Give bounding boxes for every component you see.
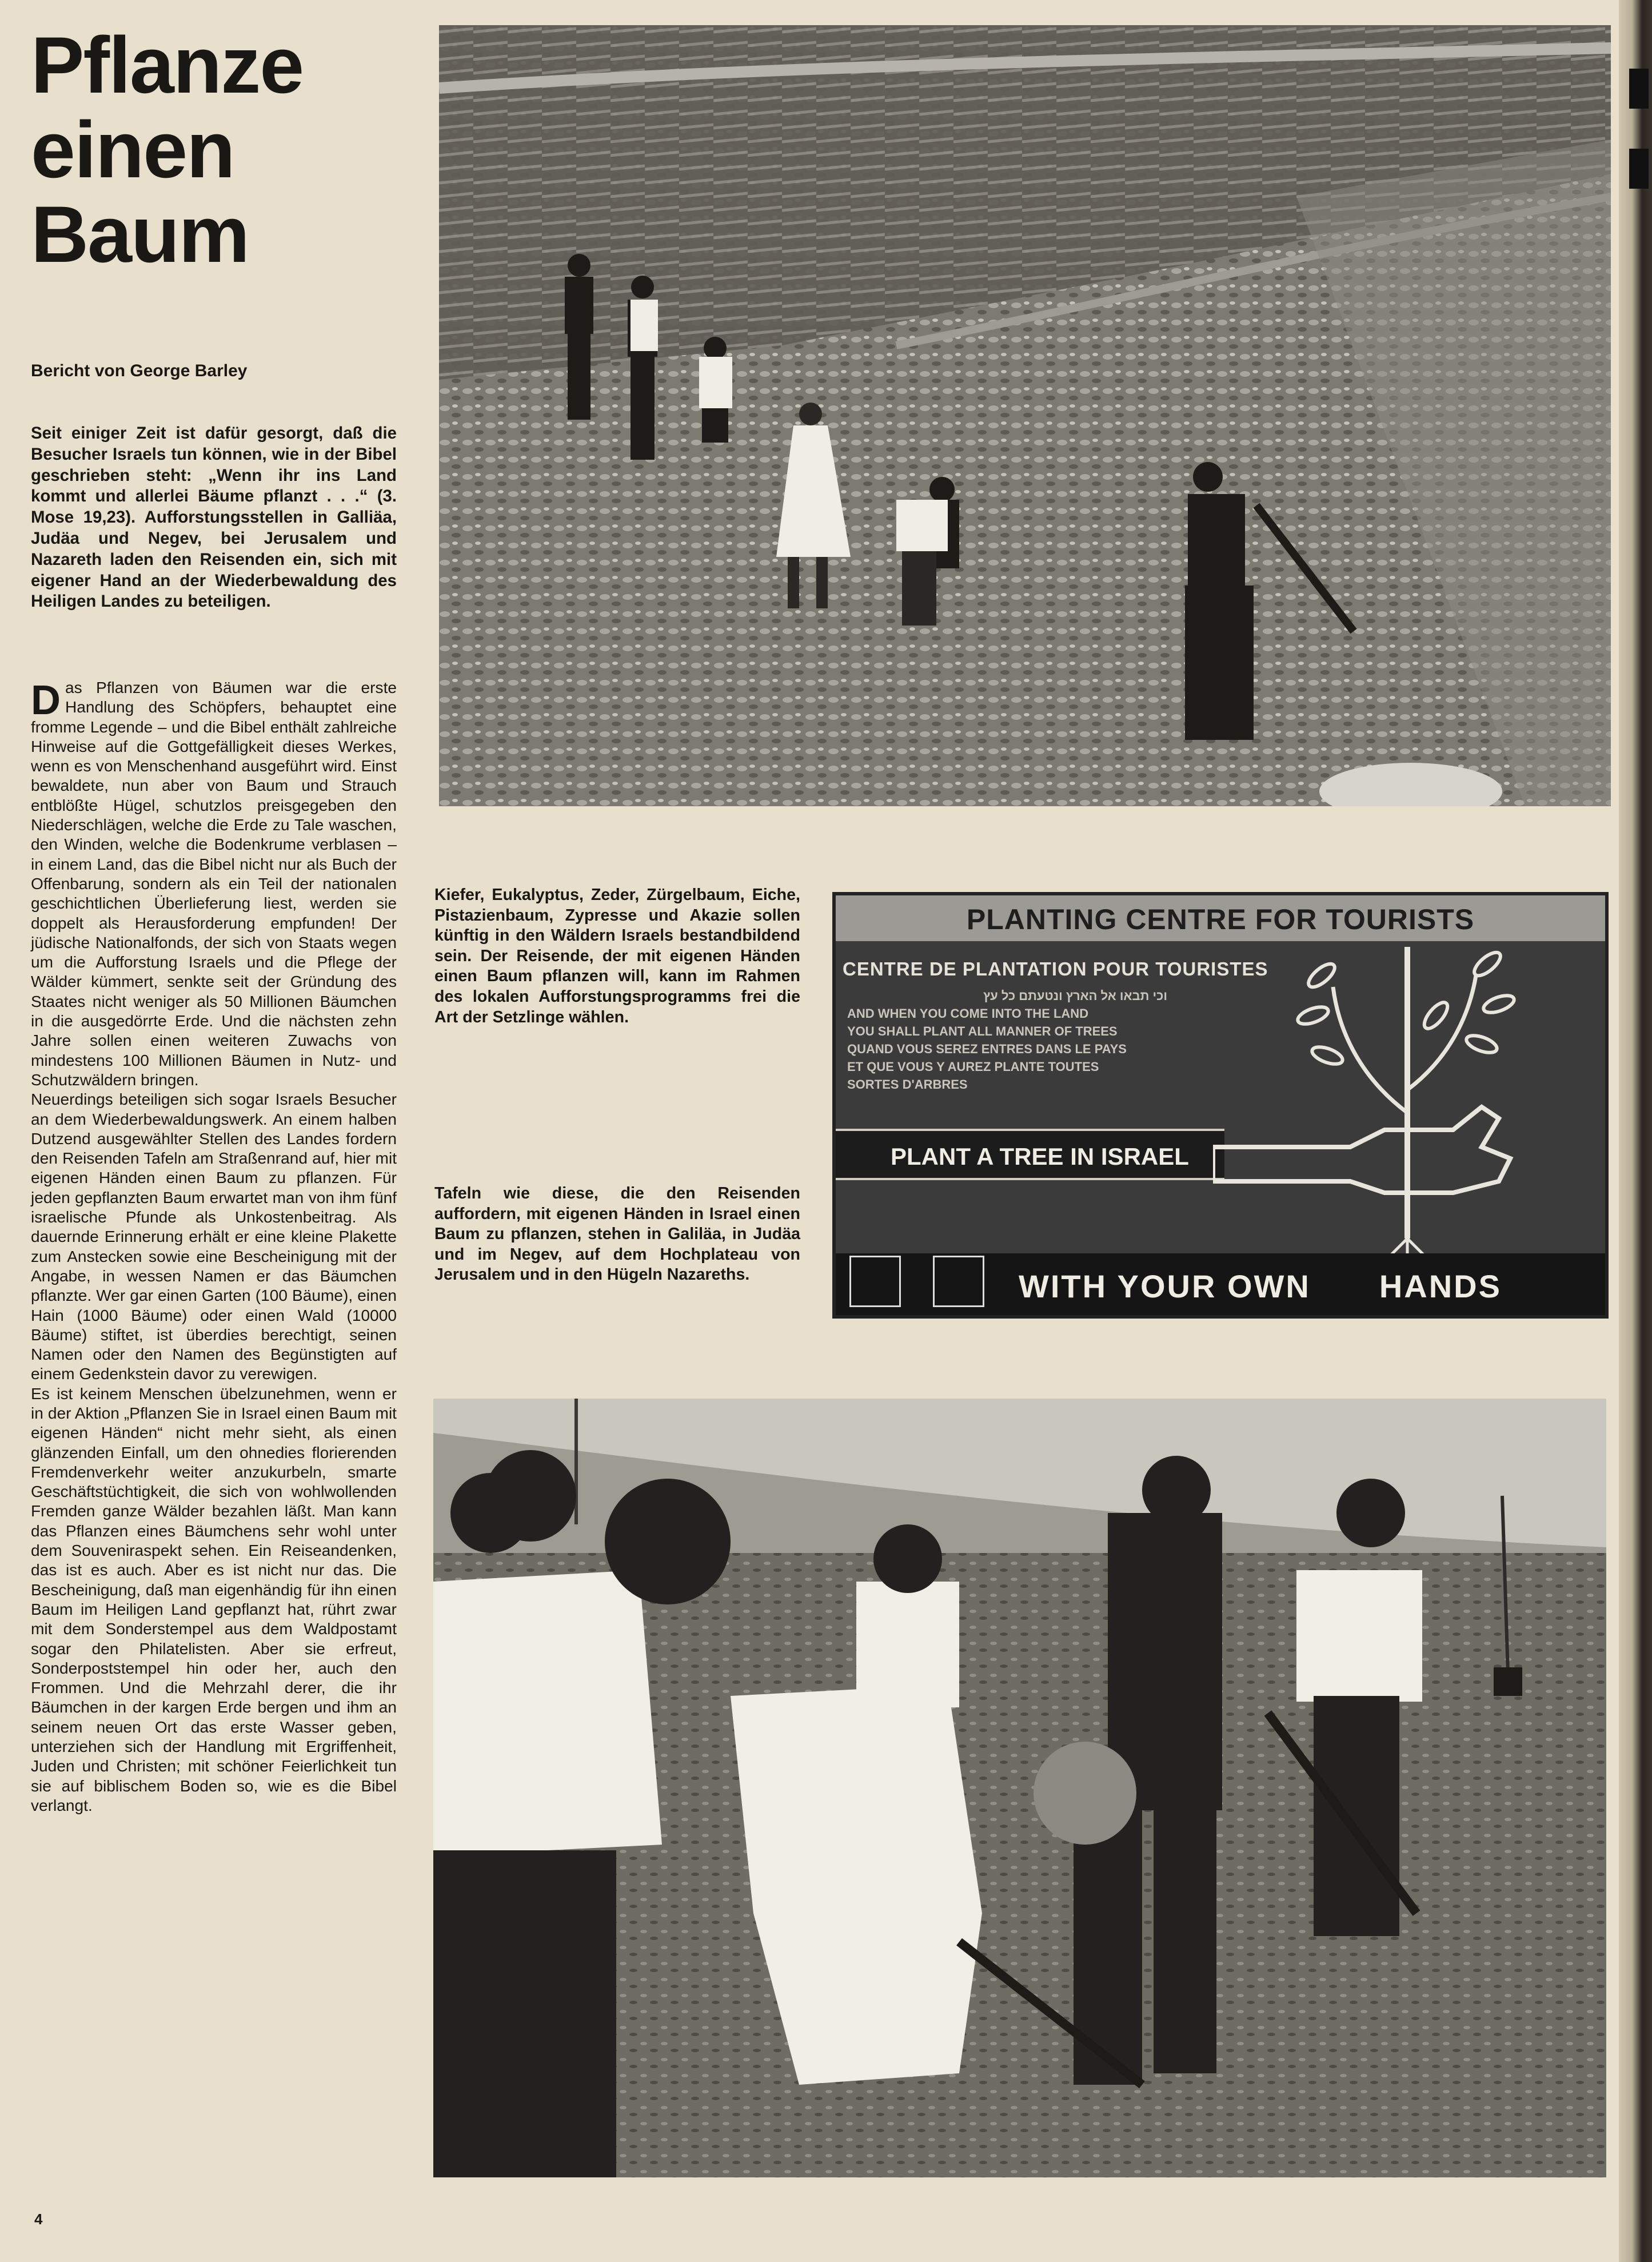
lead-paragraph: Seit einiger Zeit ist dafür gesorgt, daß die Besucher Israels tun können, wie in der Bibel geschrieben steht: „Wenn ihr ins Land kommt und allerlei Bäume pflanzt . . .“ (3. Mose 19,23). Aufforstungsstellen in Galliäa, Judäa und Negev, bei Jerusalem und Nazareth laden den Reisenden ein, sich mit eigener Hand an der Wiederbewaldung des Heiligen Landes zu beteiligen.	[31, 424, 397, 611]
page-edge	[1619, 0, 1652, 2262]
emblem-icon	[849, 1256, 901, 1307]
edge-mark	[1629, 69, 1649, 109]
sign-plant-label: PLANT A TREE IN ISRAEL	[836, 1129, 1224, 1180]
hand-tree-illustration	[1213, 941, 1607, 1261]
sign-slogan	[1019, 1268, 1502, 1305]
photo-planting-group	[433, 1399, 1606, 2177]
verse-line: SORTES D'ARBRES	[847, 1077, 968, 1092]
drop-cap: D	[31, 678, 61, 723]
emblem-icon	[933, 1256, 984, 1307]
edge-mark	[1629, 149, 1649, 189]
title-line: Pflanze	[31, 20, 304, 110]
article-title	[31, 20, 431, 279]
photo-hillside-walkers	[439, 25, 1611, 806]
body-text	[31, 678, 397, 1815]
verse-line: QUAND VOUS SEREZ ENTRES DANS LE PAYS	[847, 1042, 1127, 1056]
verse-line: AND WHEN YOU COME INTO THE LAND	[847, 1006, 1089, 1021]
verse-line: YOU SHALL PLANT ALL MANNER OF TREES	[847, 1024, 1118, 1038]
photo-planting-sign	[832, 892, 1609, 1319]
page-number: 4	[34, 2211, 43, 2228]
slogan-right: HANDS	[1379, 1268, 1502, 1304]
caption-tree-species: Kiefer, Eukalyptus, Zeder, Zürgelbaum, Eiche, Pistazienbaum, Zypresse und Akazie sollen künftig in den Wäldern Israels bestandbildend sein. Der Reisende, der mit eigenen Händen einen Baum pflanzen will, kann im Rahmen des lokalen Aufforstungsprogramms frei die Art der Setzlinge wählen.	[434, 886, 800, 1026]
paragraph	[31, 678, 397, 1090]
slogan-left: WITH YOUR OWN	[1019, 1268, 1311, 1304]
paragraph: Neuerdings beteiligen sich sogar Israels Besucher an dem Wiederbewaldungswerk. An einem halben Dutzend ausgewählter Stellen des Landes fordern den Reisenden Tafeln am Straßenrand auf, hier mit eigenen Händen einen Baum zu pflanzen. Für jeden gepflanzten Baum erwartet man von ihm fünf israelische Pfunde als Unkostenbeitrag. Als dauernde Erinnerung erhält er eine kleine Plakette zum Anstecken sowie eine Bescheinigung mit der Angabe, in wessen Namen er das Bäumchen pflanzte. Wer gar einen Garten (100 Bäume), einen Hain (1000 Bäume) oder einen Wald (10000 Bäume) stiftet, ist überdies berechtigt, seinen Namen oder den Namen des Begünstigten auf einem Gedenkstein davor zu verewigen.	[31, 1090, 397, 1383]
verse-line: ET QUE VOUS Y AUREZ PLANTE TOUTES	[847, 1060, 1099, 1074]
author-line: Bericht von George Barley	[31, 361, 248, 380]
verse-line: וכי תבאו אל הארץ ונטעתם כל עץ	[983, 989, 1167, 1003]
paragraph-text: as Pflanzen von Bäumen war die erste Handlung des Schöpfers, behauptet eine fromme Legende – und die Bibel enthält zahlreiche Hinweise auf die Gottgefälligkeit dieses Werkes, wenn es von Menschenhand ausgeführt wird. Einst bewaldete, nun aber von Baum und Strauch entblößte Hügel, schutzlos preisgegeben den Niederschlägen, welche die Erde zu Tale waschen, den Winden, welche die Bodenkrume verblasen – in einem Land, das die Bibel nicht nur als Buch der Offenbarung, sondern als ein Teil der nationalen geschichtlichen Überlieferung liest, werden sie doppelt als Herausforderung empfunden! Der jüdische Nationalfonds, der sich von Staats wegen um die Aufforstung Israels und die Pflege der Wälder kümmert, senkte seit der Gründung des Staates nicht weniger als 50 Millionen Bäumchen in die ausgedörrte Erde. Und die nächsten zehn Jahre sollen einen weiteren Zuwachs von mindestens 100 Millionen Bäumen in Nutz- und Schutzwäldern bringen.	[31, 679, 397, 1089]
title-line: einen	[31, 105, 234, 194]
caption-signs: Tafeln wie diese, die den Reisenden auffordern, mit eigenen Händen in Israel einen Baum zu pflanzen, stehen in Galiläa, in Judäa und im Negev, auf dem Hochplateau von Jerusalem und in den Hügeln Nazareths.	[434, 1184, 800, 1284]
sign-french-heading: CENTRE DE PLANTATION POUR TOURISTES	[843, 958, 1268, 979]
paragraph: Es ist keinem Menschen übelzunehmen, wenn er in der Aktion „Pflanzen Sie in Israel einen Baum mit eigenen Händen“ nicht mehr sieht, als einen glänzenden Einfall, um den ohnedies florierenden Fremdenverkehr weiter anzukurbeln, smarte Geschäftstüchtigkeit, die sich von wohlwollenden Fremden ganze Wälder bezahlen läßt. Man kann das Pflanzen eines Bäumchens sehr wohl unter dem Souveniraspekt sehen. Ein Reiseandenken, das ist es auch. Aber es ist nicht nur das. Die Bescheinigung, daß man eigenhändig für ihn einen Baum im Heiligen Land gepflanzt hat, rührt zwar mit dem Sonderstempel aus dem Waldpostamt sogar den Philatelisten. Aber sie erfreut, Sonderpoststempel hin oder her, auch den Frommen. Und die Mehrzahl derer, die ihr Bäumchen in der kargen Erde bergen und ihm an seinem neuen Ort das erste Wasser geben, unterziehen sich der Handlung mit Ergriffenheit, Juden und Christen; mit schöner Feierlichkeit tun sie auf biblischem Boden so, wie es die Bibel verlangt.	[31, 1384, 397, 1814]
sign-heading: PLANTING CENTRE FOR TOURISTS	[836, 895, 1605, 941]
sign-verse	[847, 987, 1247, 1093]
title-line: Baum	[31, 189, 249, 279]
